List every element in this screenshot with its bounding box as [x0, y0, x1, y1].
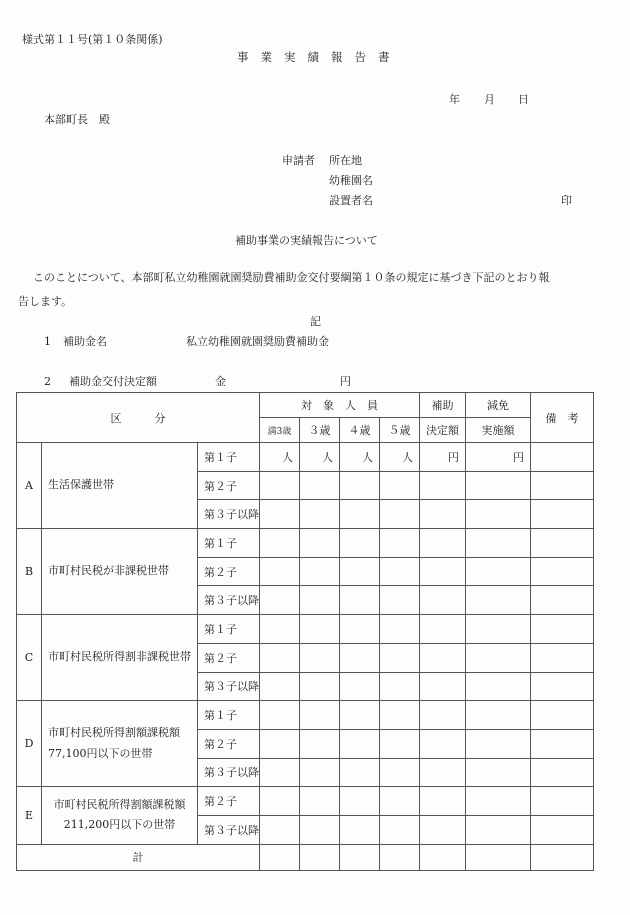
category-code: C [17, 615, 42, 701]
category-code: E [17, 787, 42, 844]
cell-input[interactable] [300, 701, 340, 730]
cell-input[interactable] [260, 615, 300, 644]
cell-input[interactable] [260, 586, 300, 615]
header-age-under3: 満3歳 [260, 418, 300, 443]
category-code: A [17, 443, 42, 529]
date-year: 年 [449, 93, 460, 106]
child-order-label: 第１子 [198, 615, 260, 644]
cell-input[interactable] [340, 701, 380, 730]
cell-input[interactable] [340, 643, 380, 672]
cell-input[interactable] [380, 729, 420, 758]
cell-input[interactable] [420, 844, 466, 870]
cell-input[interactable] [420, 643, 466, 672]
header-age-3: ３歳 [300, 418, 340, 443]
address-label: 所在地 [329, 154, 362, 167]
cell-input[interactable] [340, 672, 380, 701]
category-label-line1: 市町村民税所得割額課税額 [48, 725, 180, 739]
cell-input[interactable] [466, 500, 531, 529]
cell-input[interactable] [531, 500, 594, 529]
child-order-label: 第１子 [198, 701, 260, 730]
child-order-label: 第３子以降 [198, 672, 260, 701]
cell-input[interactable] [300, 529, 340, 558]
founder-label: 設置者名 [329, 194, 373, 207]
cell-input[interactable] [380, 615, 420, 644]
table-row [17, 701, 594, 730]
child-order-label: 第３子以降 [198, 815, 260, 844]
cell-input[interactable] [260, 701, 300, 730]
header-subsidy-line1: 補助 [420, 393, 466, 418]
cell-input[interactable] [380, 529, 420, 558]
cell-input[interactable] [260, 729, 300, 758]
subject: 補助事業の実績報告について [235, 234, 378, 247]
cell-input[interactable] [420, 615, 466, 644]
cell-input[interactable] [380, 844, 420, 870]
cell-input[interactable] [380, 643, 420, 672]
body-text-line2: 告します。 [18, 295, 73, 308]
cell-input[interactable] [531, 586, 594, 615]
cell-input[interactable] [380, 500, 420, 529]
unit-person[interactable]: 人 [340, 443, 380, 472]
header-age-5: ５歳 [380, 418, 420, 443]
body-text-line1: このことについて、本部町私立幼稚園就園奨励費補助金交付要綱第１０条の規定に基づき下記のとおり報 [22, 271, 550, 284]
total-label: 計 [17, 844, 260, 870]
header-remarks: 備 考 [531, 393, 594, 443]
cell-input[interactable] [531, 672, 594, 701]
cell-input[interactable] [300, 844, 340, 870]
table-row [17, 443, 594, 472]
cell-input[interactable] [260, 557, 300, 586]
category-label [42, 701, 198, 787]
category-label: 市町村民税が非課税世帯 [42, 529, 198, 615]
cell-input[interactable] [380, 787, 420, 816]
cell-input[interactable] [340, 844, 380, 870]
header-target-persons: 対 象 人 員 [260, 393, 420, 418]
cell-input[interactable] [420, 758, 466, 787]
cell-input[interactable] [420, 586, 466, 615]
cell-input[interactable] [531, 529, 594, 558]
child-order-label: 第２子 [198, 471, 260, 500]
cell-input[interactable] [300, 643, 340, 672]
item1-value: 私立幼稚園就園奨励費補助金 [186, 335, 329, 348]
category-label-line2: 77,100円以下の世帯 [48, 746, 153, 760]
cell-input[interactable] [466, 471, 531, 500]
cell-input[interactable] [420, 815, 466, 844]
cell-input[interactable] [380, 815, 420, 844]
cell-input[interactable] [300, 500, 340, 529]
category-label: 市町村民税所得割非課税世帯 [42, 615, 198, 701]
cell-input[interactable] [466, 672, 531, 701]
child-order-label: 第２子 [198, 557, 260, 586]
cell-input[interactable] [531, 557, 594, 586]
cell-input[interactable] [531, 729, 594, 758]
cell-input[interactable] [466, 758, 531, 787]
applicant-label: 申請者 [282, 154, 315, 167]
cell-input[interactable] [466, 729, 531, 758]
ki-heading: 記 [310, 315, 321, 328]
category-label [42, 787, 198, 844]
cell-input[interactable] [420, 557, 466, 586]
cell-input[interactable] [340, 615, 380, 644]
cell-input[interactable] [420, 500, 466, 529]
cell-input[interactable] [380, 758, 420, 787]
table-row [17, 529, 594, 558]
cell-input[interactable] [466, 787, 531, 816]
child-order-label: 第１子 [198, 529, 260, 558]
cell-input[interactable] [260, 529, 300, 558]
cell-input[interactable] [300, 586, 340, 615]
cell-input[interactable] [466, 586, 531, 615]
cell-input[interactable] [531, 471, 594, 500]
cell-input[interactable] [420, 787, 466, 816]
cell-input[interactable] [466, 643, 531, 672]
category-label: 生活保護世帯 [42, 443, 198, 529]
category-label-line1: 市町村民税所得割額課税額 [53, 797, 186, 811]
report-table [16, 392, 594, 871]
cell-input[interactable] [380, 471, 420, 500]
date-month: 月 [484, 93, 495, 106]
cell-input[interactable] [420, 729, 466, 758]
header-age-4: ４歳 [340, 418, 380, 443]
unit-person[interactable]: 人 [380, 443, 420, 472]
child-order-label: 第２子 [198, 729, 260, 758]
child-order-label: 第２子 [198, 643, 260, 672]
child-order-label: 第２子 [198, 787, 260, 816]
cell-input[interactable] [300, 815, 340, 844]
unit-yen[interactable]: 円 [420, 443, 466, 472]
category-code: D [17, 701, 42, 787]
kindergarten-label: 幼稚園名 [329, 174, 373, 187]
cell-input[interactable] [466, 701, 531, 730]
cell-input[interactable] [340, 557, 380, 586]
date-day: 日 [518, 93, 529, 106]
cell-input[interactable] [466, 529, 531, 558]
cell-input[interactable] [340, 500, 380, 529]
cell-input[interactable] [340, 787, 380, 816]
cell-input[interactable] [466, 615, 531, 644]
category-code: B [17, 529, 42, 615]
cell-input[interactable] [300, 672, 340, 701]
form-number: 様式第１１号(第１０条関係) [22, 33, 163, 46]
cell-input[interactable] [531, 443, 594, 472]
unit-yen[interactable]: 円 [466, 443, 531, 472]
item2-suffix: 円 [340, 375, 351, 388]
cell-input[interactable] [340, 471, 380, 500]
cell-input[interactable] [380, 701, 420, 730]
category-label-line2: 211,200円以下の世帯 [63, 818, 176, 832]
unit-person[interactable]: 人 [260, 443, 300, 472]
cell-input[interactable] [340, 815, 380, 844]
item1-label: 補助金名 [63, 335, 107, 348]
document-title: 事業実績報告書 [237, 50, 402, 64]
cell-input[interactable] [260, 672, 300, 701]
cell-input[interactable] [531, 615, 594, 644]
child-order-label: 第３子以降 [198, 758, 260, 787]
cell-input[interactable] [300, 471, 340, 500]
cell-input[interactable] [260, 844, 300, 870]
addressee: 本部町長 殿 [44, 113, 110, 126]
cell-input[interactable] [380, 672, 420, 701]
unit-person[interactable]: 人 [300, 443, 340, 472]
cell-input[interactable] [466, 557, 531, 586]
cell-input[interactable] [466, 844, 531, 870]
cell-input[interactable] [420, 529, 466, 558]
child-order-label: 第１子 [198, 443, 260, 472]
cell-input[interactable] [260, 471, 300, 500]
item1-number: 1 [44, 335, 51, 348]
cell-input[interactable] [420, 672, 466, 701]
header-reduction-line2: 実施額 [466, 418, 531, 443]
cell-input[interactable] [420, 471, 466, 500]
cell-input[interactable] [340, 758, 380, 787]
item2-label: 補助金交付決定額 [69, 375, 157, 388]
cell-input[interactable] [260, 815, 300, 844]
header-reduction-line1: 減免 [466, 393, 531, 418]
item2-prefix: 金 [215, 375, 226, 388]
cell-input[interactable] [260, 643, 300, 672]
cell-input[interactable] [340, 586, 380, 615]
cell-input[interactable] [531, 701, 594, 730]
cell-input[interactable] [260, 500, 300, 529]
cell-input[interactable] [531, 758, 594, 787]
cell-input[interactable] [531, 787, 594, 816]
child-order-label: 第３子以降 [198, 586, 260, 615]
table-row [17, 787, 594, 816]
total-row [17, 844, 594, 870]
cell-input[interactable] [380, 586, 420, 615]
cell-input[interactable] [260, 787, 300, 816]
cell-input[interactable] [300, 787, 340, 816]
cell-input[interactable] [300, 758, 340, 787]
item2-number: 2 [44, 375, 51, 388]
cell-input[interactable] [260, 758, 300, 787]
child-order-label: 第３子以降 [198, 500, 260, 529]
cell-input[interactable] [340, 529, 380, 558]
cell-input[interactable] [531, 815, 594, 844]
cell-input[interactable] [531, 844, 594, 870]
cell-input[interactable] [340, 729, 380, 758]
cell-input[interactable] [466, 815, 531, 844]
cell-input[interactable] [420, 701, 466, 730]
cell-input[interactable] [300, 615, 340, 644]
header-subsidy-line2: 決定額 [420, 418, 466, 443]
table-row [17, 615, 594, 644]
seal-mark: 印 [561, 194, 572, 207]
header-category: 区 分 [17, 393, 260, 443]
cell-input[interactable] [531, 643, 594, 672]
cell-input[interactable] [300, 557, 340, 586]
cell-input[interactable] [380, 557, 420, 586]
cell-input[interactable] [300, 729, 340, 758]
